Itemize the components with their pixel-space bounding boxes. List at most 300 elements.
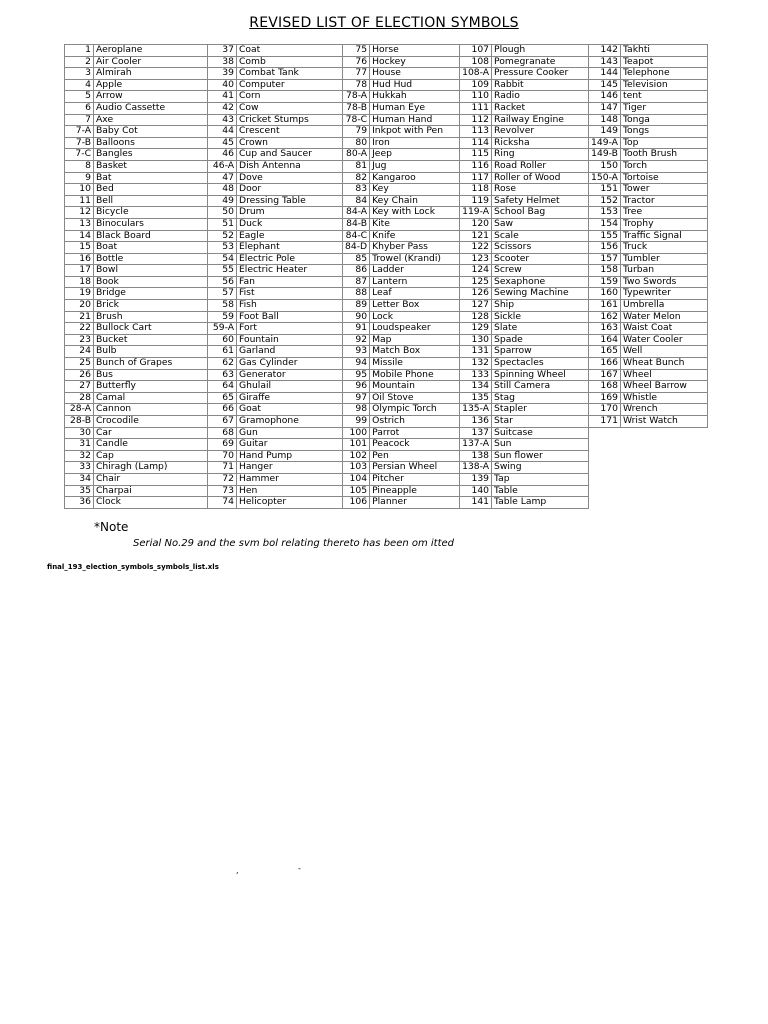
serial-number: 22 (65, 323, 94, 335)
symbol-name: Helicopter (237, 497, 343, 509)
symbol-name: Typewriter (620, 288, 707, 300)
symbol-name: Clock (94, 497, 208, 509)
serial-number: 108-A (460, 68, 492, 80)
symbol-name: Hukkah (370, 91, 460, 103)
symbol-name: Ghulail (237, 381, 343, 393)
serial-number: 66 (208, 404, 237, 416)
serial-number: 69 (208, 439, 237, 451)
serial-number: 96 (343, 381, 370, 393)
serial-number: 89 (343, 300, 370, 312)
symbol-name: Racket (492, 102, 589, 114)
symbol-name: Peacock (370, 439, 460, 451)
symbol-name: Roller of Wood (492, 172, 589, 184)
serial-number: 154 (589, 218, 621, 230)
serial-number: 11 (65, 195, 94, 207)
symbol-name: Railway Engine (492, 114, 589, 126)
symbol-name: Cricket Stumps (237, 114, 343, 126)
serial-number: 158 (589, 265, 621, 277)
empty-cell (589, 439, 621, 451)
empty-cell (620, 450, 707, 462)
symbol-name: Air Cooler (94, 56, 208, 68)
serial-number: 87 (343, 276, 370, 288)
symbol-name: Apple (94, 79, 208, 91)
symbol-name: Khyber Pass (370, 242, 460, 254)
table-row (65, 473, 708, 485)
symbol-name: tent (620, 91, 707, 103)
symbol-name: Loudspeaker (370, 323, 460, 335)
symbol-name: Black Board (94, 230, 208, 242)
symbol-name: Ladder (370, 265, 460, 277)
symbol-name: Knife (370, 230, 460, 242)
symbol-name: Basket (94, 160, 208, 172)
symbol-name: Wheel (620, 369, 707, 381)
serial-number: 100 (343, 427, 370, 439)
serial-number: 7 (65, 114, 94, 126)
serial-number: 42 (208, 102, 237, 114)
serial-number: 138-A (460, 462, 492, 474)
serial-number: 132 (460, 358, 492, 370)
serial-number: 46-A (208, 160, 237, 172)
serial-number: 123 (460, 253, 492, 265)
serial-number: 157 (589, 253, 621, 265)
symbol-name: Key with Lock (370, 207, 460, 219)
symbol-name: Fan (237, 276, 343, 288)
symbol-name: Bangles (94, 149, 208, 161)
serial-number: 16 (65, 253, 94, 265)
serial-number: 38 (208, 56, 237, 68)
table-row (65, 288, 708, 300)
table-row (65, 404, 708, 416)
serial-number: 6 (65, 102, 94, 114)
serial-number: 3 (65, 68, 94, 80)
symbol-name: Tumbler (620, 253, 707, 265)
serial-number: 160 (589, 288, 621, 300)
table-row (65, 126, 708, 138)
table-row (65, 102, 708, 114)
serial-number: 125 (460, 276, 492, 288)
serial-number: 15 (65, 242, 94, 254)
serial-number: 144 (589, 68, 621, 80)
symbol-name: Trophy (620, 218, 707, 230)
symbol-name: Plough (492, 45, 589, 57)
serial-number: 84-C (343, 230, 370, 242)
symbol-name: Chiragh (Lamp) (94, 462, 208, 474)
serial-number: 106 (343, 497, 370, 509)
symbol-name: Tiger (620, 102, 707, 114)
symbol-name: Pen (370, 450, 460, 462)
symbol-name: Whistle (620, 392, 707, 404)
empty-cell (620, 497, 707, 509)
symbol-name: Road Roller (492, 160, 589, 172)
symbol-name: Mobile Phone (370, 369, 460, 381)
symbol-name: Wrench (620, 404, 707, 416)
empty-cell (589, 497, 621, 509)
serial-number: 12 (65, 207, 94, 219)
serial-number: 79 (343, 126, 370, 138)
symbol-name: Well (620, 346, 707, 358)
symbol-name: Computer (237, 79, 343, 91)
serial-number: 155 (589, 230, 621, 242)
serial-number: 40 (208, 79, 237, 91)
serial-number: 55 (208, 265, 237, 277)
symbol-name: Tooth Brush (620, 149, 707, 161)
file-name: final_193_election_symbols_symbols_list.xls (47, 563, 219, 571)
table-row (65, 195, 708, 207)
serial-number: 24 (65, 346, 94, 358)
serial-number: 148 (589, 114, 621, 126)
table-row (65, 450, 708, 462)
serial-number: 77 (343, 68, 370, 80)
symbol-name: Pitcher (370, 473, 460, 485)
symbol-name: Audio Cassette (94, 102, 208, 114)
symbol-name: Coat (237, 45, 343, 57)
symbol-name: Hud Hud (370, 79, 460, 91)
serial-number: 81 (343, 160, 370, 172)
symbol-name: Gun (237, 427, 343, 439)
symbol-name: Bulb (94, 346, 208, 358)
symbol-name: Water Melon (620, 311, 707, 323)
serial-number: 137 (460, 427, 492, 439)
symbol-name: Spade (492, 334, 589, 346)
symbol-name: Leaf (370, 288, 460, 300)
table-row (65, 323, 708, 335)
empty-cell (589, 473, 621, 485)
table-row (65, 346, 708, 358)
symbol-name: Scooter (492, 253, 589, 265)
symbol-name: Candle (94, 439, 208, 451)
table-row (65, 485, 708, 497)
serial-number: 156 (589, 242, 621, 254)
symbol-name: Takhti (620, 45, 707, 57)
serial-number: 94 (343, 358, 370, 370)
serial-number: 28-A (65, 404, 94, 416)
symbol-name: Tree (620, 207, 707, 219)
symbol-name: Bunch of Grapes (94, 358, 208, 370)
symbol-name: Jeep (370, 149, 460, 161)
symbol-name: Rose (492, 184, 589, 196)
symbol-name: Key Chain (370, 195, 460, 207)
symbol-name: Wheat Bunch (620, 358, 707, 370)
serial-number: 142 (589, 45, 621, 57)
serial-number: 164 (589, 334, 621, 346)
table-row (65, 184, 708, 196)
table-row (65, 334, 708, 346)
symbol-name: Fort (237, 323, 343, 335)
serial-number: 128 (460, 311, 492, 323)
empty-cell (589, 450, 621, 462)
symbol-name: Arrow (94, 91, 208, 103)
symbol-name: Drum (237, 207, 343, 219)
table-row (65, 114, 708, 126)
symbol-name: Ring (492, 149, 589, 161)
serial-number: 52 (208, 230, 237, 242)
serial-number: 104 (343, 473, 370, 485)
serial-number: 71 (208, 462, 237, 474)
symbol-name: Tap (492, 473, 589, 485)
serial-number: 115 (460, 149, 492, 161)
symbol-name: Sparrow (492, 346, 589, 358)
symbol-name: Olympic Torch (370, 404, 460, 416)
symbol-name: Gramophone (237, 416, 343, 428)
symbol-name: Binoculars (94, 218, 208, 230)
symbol-name: Bat (94, 172, 208, 184)
serial-number: 26 (65, 369, 94, 381)
serial-number: 92 (343, 334, 370, 346)
symbol-name: Kangaroo (370, 172, 460, 184)
symbol-name: Persian Wheel (370, 462, 460, 474)
symbol-name: Wrist Watch (620, 416, 707, 428)
symbol-name: Sexaphone (492, 276, 589, 288)
serial-number: 27 (65, 381, 94, 393)
symbol-name: Planner (370, 497, 460, 509)
symbol-name: Crescent (237, 126, 343, 138)
serial-number: 65 (208, 392, 237, 404)
serial-number: 49 (208, 195, 237, 207)
serial-number: 43 (208, 114, 237, 126)
serial-number: 57 (208, 288, 237, 300)
serial-number: 122 (460, 242, 492, 254)
serial-number: 76 (343, 56, 370, 68)
serial-number: 103 (343, 462, 370, 474)
symbol-name: Bucket (94, 334, 208, 346)
symbol-name: House (370, 68, 460, 80)
symbol-name: Fish (237, 300, 343, 312)
table-row (65, 416, 708, 428)
serial-number: 136 (460, 416, 492, 428)
serial-number: 143 (589, 56, 621, 68)
serial-number: 130 (460, 334, 492, 346)
serial-number: 84-A (343, 207, 370, 219)
serial-number: 119 (460, 195, 492, 207)
empty-cell (620, 427, 707, 439)
empty-cell (589, 485, 621, 497)
serial-number: 78-B (343, 102, 370, 114)
symbol-name: Corn (237, 91, 343, 103)
symbol-name: Tortoise (620, 172, 707, 184)
symbol-name: Kite (370, 218, 460, 230)
serial-number: 134 (460, 381, 492, 393)
empty-cell (620, 439, 707, 451)
serial-number: 109 (460, 79, 492, 91)
serial-number: 74 (208, 497, 237, 509)
serial-number: 127 (460, 300, 492, 312)
serial-number: 60 (208, 334, 237, 346)
note-text: Serial No.29 and the svm bol relating thereto has been om itted (133, 538, 455, 549)
serial-number: 124 (460, 265, 492, 277)
serial-number: 32 (65, 450, 94, 462)
serial-number: 95 (343, 369, 370, 381)
symbol-name: Sun (492, 439, 589, 451)
serial-number: 116 (460, 160, 492, 172)
symbol-name: Gas Cylinder (237, 358, 343, 370)
serial-number: 13 (65, 218, 94, 230)
symbol-name: Dressing Table (237, 195, 343, 207)
symbol-name: Star (492, 416, 589, 428)
symbol-name: Scale (492, 230, 589, 242)
serial-number: 25 (65, 358, 94, 370)
serial-number: 1 (65, 45, 94, 57)
serial-number: 149-A (589, 137, 621, 149)
symbol-name: Parrot (370, 427, 460, 439)
table-row (65, 68, 708, 80)
symbol-name: Elephant (237, 242, 343, 254)
serial-number: 72 (208, 473, 237, 485)
symbol-name: Telephone (620, 68, 707, 80)
serial-number: 112 (460, 114, 492, 126)
symbol-name: Guitar (237, 439, 343, 451)
table-row (65, 149, 708, 161)
table-row (65, 439, 708, 451)
serial-number: 41 (208, 91, 237, 103)
empty-cell (620, 473, 707, 485)
symbol-name: Human Eye (370, 102, 460, 114)
serial-number: 48 (208, 184, 237, 196)
symbol-name: Sun flower (492, 450, 589, 462)
serial-number: 129 (460, 323, 492, 335)
serial-number: 39 (208, 68, 237, 80)
serial-number: 163 (589, 323, 621, 335)
serial-number: 151 (589, 184, 621, 196)
symbol-name: Crocodile (94, 416, 208, 428)
symbol-name: Balloons (94, 137, 208, 149)
table-row (65, 207, 708, 219)
serial-number: 113 (460, 126, 492, 138)
serial-number: 30 (65, 427, 94, 439)
serial-number: 150-A (589, 172, 621, 184)
symbol-name: Camal (94, 392, 208, 404)
table-row (65, 56, 708, 68)
serial-number: 59-A (208, 323, 237, 335)
table-row (65, 253, 708, 265)
serial-number: 85 (343, 253, 370, 265)
serial-number: 73 (208, 485, 237, 497)
serial-number: 28 (65, 392, 94, 404)
serial-number: 8 (65, 160, 94, 172)
symbol-name: Crown (237, 137, 343, 149)
table-row (65, 160, 708, 172)
serial-number: 131 (460, 346, 492, 358)
symbol-name: School Bag (492, 207, 589, 219)
serial-number: 150 (589, 160, 621, 172)
serial-number: 171 (589, 416, 621, 428)
serial-number: 149 (589, 126, 621, 138)
serial-number: 14 (65, 230, 94, 242)
symbol-name: Top (620, 137, 707, 149)
table-row (65, 230, 708, 242)
symbol-name: Trowel (Krandi) (370, 253, 460, 265)
symbol-name: Combat Tank (237, 68, 343, 80)
symbol-name: Cannon (94, 404, 208, 416)
serial-number: 153 (589, 207, 621, 219)
table-row (65, 381, 708, 393)
stray-mark: , (236, 866, 239, 875)
table-row (65, 91, 708, 103)
symbol-name: Inkpot with Pen (370, 126, 460, 138)
symbol-name: Book (94, 276, 208, 288)
symbol-name: Electric Pole (237, 253, 343, 265)
symbol-name: Bed (94, 184, 208, 196)
symbol-name: Key (370, 184, 460, 196)
serial-number: 98 (343, 404, 370, 416)
serial-number: 58 (208, 300, 237, 312)
serial-number: 75 (343, 45, 370, 57)
symbol-name: Eagle (237, 230, 343, 242)
serial-number: 10 (65, 184, 94, 196)
symbol-name: Bell (94, 195, 208, 207)
serial-number: 50 (208, 207, 237, 219)
symbol-name: Bottle (94, 253, 208, 265)
symbol-name: Pomegranate (492, 56, 589, 68)
table-row (65, 462, 708, 474)
symbol-name: Baby Cot (94, 126, 208, 138)
table-row (65, 45, 708, 57)
serial-number: 59 (208, 311, 237, 323)
table-row (65, 497, 708, 509)
symbol-name: Bridge (94, 288, 208, 300)
serial-number: 80 (343, 137, 370, 149)
empty-cell (589, 427, 621, 439)
serial-number: 45 (208, 137, 237, 149)
serial-number: 2 (65, 56, 94, 68)
serial-number: 34 (65, 473, 94, 485)
serial-number: 28-B (65, 416, 94, 428)
serial-number: 84-D (343, 242, 370, 254)
serial-number: 82 (343, 172, 370, 184)
serial-number: 70 (208, 450, 237, 462)
symbol-name: Table (492, 485, 589, 497)
symbol-name: Giraffe (237, 392, 343, 404)
symbol-name: Fountain (237, 334, 343, 346)
serial-number: 46 (208, 149, 237, 161)
serial-number: 93 (343, 346, 370, 358)
serial-number: 90 (343, 311, 370, 323)
serial-number: 133 (460, 369, 492, 381)
serial-number: 47 (208, 172, 237, 184)
serial-number: 97 (343, 392, 370, 404)
table-row (65, 265, 708, 277)
symbol-name: Teapot (620, 56, 707, 68)
serial-number: 78-C (343, 114, 370, 126)
symbol-name: Umbrella (620, 300, 707, 312)
symbol-name: Brush (94, 311, 208, 323)
symbol-name: Comb (237, 56, 343, 68)
symbol-name: Chair (94, 473, 208, 485)
symbol-name: Lantern (370, 276, 460, 288)
symbol-name: Wheel Barrow (620, 381, 707, 393)
table-row (65, 242, 708, 254)
table-row (65, 79, 708, 91)
serial-number: 23 (65, 334, 94, 346)
stray-mark: - (298, 864, 301, 873)
symbol-name: Spinning Wheel (492, 369, 589, 381)
symbol-name: Missile (370, 358, 460, 370)
serial-number: 36 (65, 497, 94, 509)
table-row (65, 218, 708, 230)
symbol-name: Hand Pump (237, 450, 343, 462)
table-row (65, 427, 708, 439)
symbol-name: Safety Helmet (492, 195, 589, 207)
symbol-name: Match Box (370, 346, 460, 358)
table-row (65, 311, 708, 323)
serial-number: 108 (460, 56, 492, 68)
symbol-name: Axe (94, 114, 208, 126)
serial-number: 165 (589, 346, 621, 358)
serial-number: 107 (460, 45, 492, 57)
serial-number: 84 (343, 195, 370, 207)
serial-number: 62 (208, 358, 237, 370)
symbol-name: Brick (94, 300, 208, 312)
serial-number: 7-B (65, 137, 94, 149)
